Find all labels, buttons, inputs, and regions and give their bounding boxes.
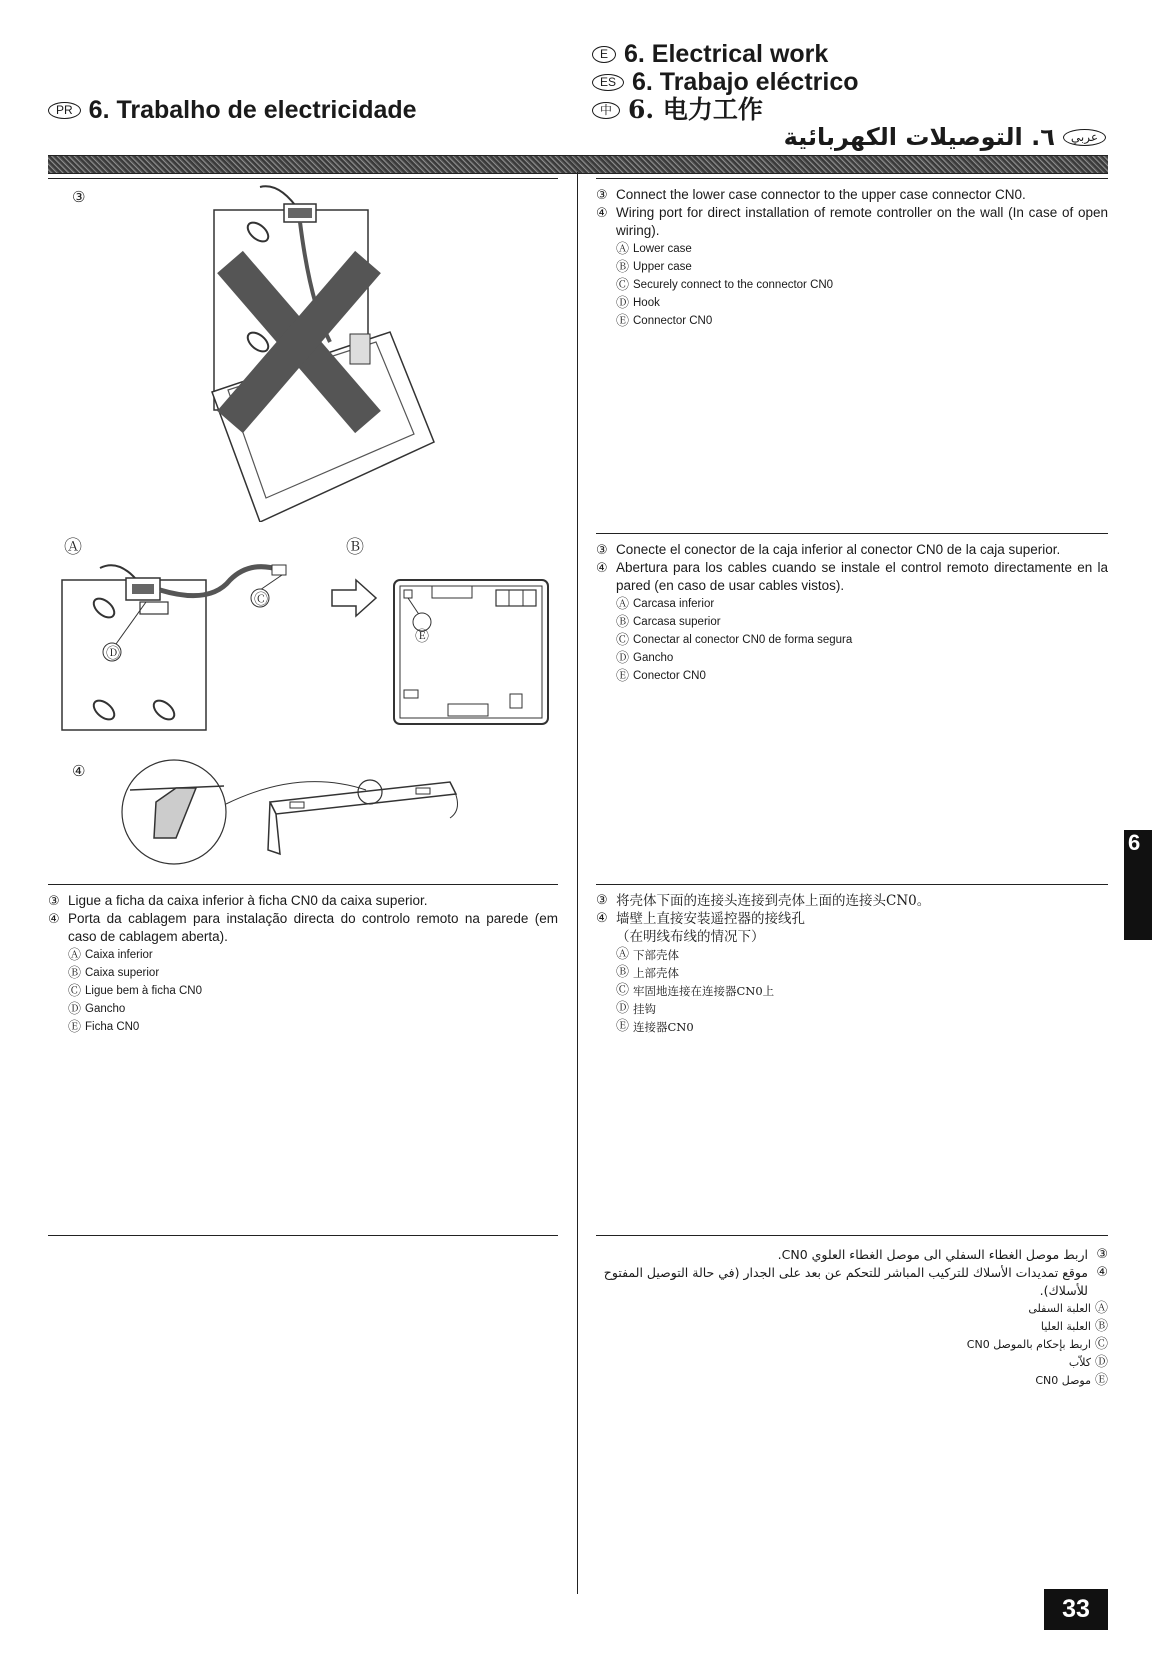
callout-c: Ⓒ xyxy=(254,591,268,607)
heading-es xyxy=(592,68,859,96)
item-marker: Ⓓ xyxy=(1094,1355,1108,1370)
en-step3: Connect the lower case connector to the upper case connector CN0. xyxy=(616,187,1026,202)
heading-zh xyxy=(592,96,763,124)
item-marker: Ⓓ xyxy=(616,650,630,665)
item-marker: Ⓔ xyxy=(616,313,630,328)
heading-ar-text: ٦. التوصيلات الكهربائية xyxy=(783,123,1055,151)
zh-step4-num: ④ xyxy=(596,911,608,926)
rule-left-bottom xyxy=(48,1235,558,1236)
item-marker: Ⓐ xyxy=(616,947,630,962)
english-text-block xyxy=(596,186,1108,330)
item-marker: Ⓑ xyxy=(616,259,630,274)
list-item xyxy=(616,613,1108,631)
item-text: العلبة السفلى xyxy=(1028,1302,1091,1315)
item-text: 下部壳体 xyxy=(633,948,679,962)
item-marker: Ⓑ xyxy=(1094,1319,1108,1334)
item-marker: Ⓒ xyxy=(1094,1337,1108,1352)
rule-right-zh xyxy=(596,884,1108,885)
item-marker: Ⓐ xyxy=(616,241,630,256)
list-item xyxy=(68,982,558,1000)
item-marker: Ⓓ xyxy=(616,1001,630,1016)
en-step3-num: ③ xyxy=(596,187,608,202)
list-item xyxy=(616,294,1108,312)
item-text: اربط بإحكام بالموصل CN0 xyxy=(966,1338,1091,1351)
ar-step3: اربط موصل الغطاء السفلي الى موصل الغطاء العلوي CN0. xyxy=(777,1247,1088,1262)
rule-right-ar xyxy=(596,1235,1108,1236)
rule-right-es xyxy=(596,533,1108,534)
ar-step4: موقع تمديدات الأسلاك للتركيب المباشر للتحكم عن بعد على الجدار (في حالة التوصيل المفتوح للأسلاك). xyxy=(603,1265,1088,1298)
heading-es-text: 6. Trabajo eléctrico xyxy=(632,68,859,96)
lang-badge-ar: عربي xyxy=(1063,129,1106,146)
item-text: Conector CN0 xyxy=(633,670,706,682)
es-step4: Abertura para los cables cuando se instale el control remoto directamente en la pared (en caso de usar cables vistos). xyxy=(616,560,1108,593)
figure-a-label: Ⓐ xyxy=(64,537,82,557)
item-text: Conectar al conector CN0 de forma segura xyxy=(633,634,853,646)
item-text: Ficha CN0 xyxy=(85,1021,140,1033)
rule-left-top xyxy=(48,178,558,179)
list-item xyxy=(616,240,1108,258)
item-marker: Ⓒ xyxy=(68,983,82,998)
lang-badge-zh: 中 xyxy=(592,102,620,119)
list-item xyxy=(616,649,1108,667)
item-text: 连接器CN0 xyxy=(633,1020,694,1034)
arrow-icon xyxy=(330,578,378,618)
item-marker: Ⓔ xyxy=(616,1019,630,1034)
item-text: Carcasa superior xyxy=(633,616,721,628)
callout-d: Ⓓ xyxy=(106,645,120,661)
rule-left-pt xyxy=(48,884,558,885)
item-marker: Ⓐ xyxy=(616,596,630,611)
item-marker: Ⓒ xyxy=(616,277,630,292)
item-marker: Ⓑ xyxy=(616,965,630,980)
pt-step4: Porta da cablagem para instalação directa do controlo remoto na parede (em caso de cablagem aberta). xyxy=(68,911,558,944)
item-text: كلاّب xyxy=(1068,1356,1091,1369)
list-item xyxy=(596,1336,1108,1354)
figure-4-label: ④ xyxy=(72,763,86,780)
ar-step3-num: ③ xyxy=(1096,1247,1108,1262)
item-text: Ligue bem à ficha CN0 xyxy=(85,985,202,997)
list-item xyxy=(616,631,1108,649)
figure-b-illustration xyxy=(392,578,552,728)
item-marker: Ⓒ xyxy=(616,983,630,998)
figure-4-illustration xyxy=(120,758,500,868)
section-banner xyxy=(48,155,1108,174)
chapter-tab xyxy=(1124,830,1152,940)
list-item xyxy=(596,1300,1108,1318)
item-marker: Ⓐ xyxy=(68,947,82,962)
pt-item-list xyxy=(48,946,558,1036)
es-step3-num: ③ xyxy=(596,542,608,557)
portuguese-text-block xyxy=(48,892,558,1036)
zh-step4b: （在明线布线的情况下） xyxy=(616,929,765,945)
figure-3-label: ③ xyxy=(72,189,86,206)
list-item xyxy=(616,276,1108,294)
pt-step3-num: ③ xyxy=(48,893,60,908)
lang-badge-es: ES xyxy=(592,74,624,91)
item-marker: Ⓓ xyxy=(68,1001,82,1016)
zh-step3-num: ③ xyxy=(596,893,608,908)
item-marker: Ⓔ xyxy=(68,1019,82,1034)
en-item-list xyxy=(596,240,1108,330)
item-text: Securely connect to the connector CN0 xyxy=(633,279,834,291)
chinese-text-block xyxy=(596,892,1108,1036)
list-item xyxy=(596,1372,1108,1390)
item-text: Lower case xyxy=(633,243,692,255)
heading-zh-text: 6. 电力工作 xyxy=(628,95,763,124)
list-item xyxy=(596,1354,1108,1372)
ar-step4-num: ④ xyxy=(1096,1265,1108,1280)
list-item xyxy=(616,1000,1108,1018)
pt-step3: Ligue a ficha da caixa inferior à ficha CN0 da caixa superior. xyxy=(68,893,428,908)
en-step4: Wiring port for direct installation of remote controller on the wall (In case of open wiring). xyxy=(616,205,1108,238)
es-step3: Conecte el conector de la caja inferior al conector CN0 de la caja superior. xyxy=(616,542,1061,557)
item-text: Connector CN0 xyxy=(633,315,713,327)
es-item-list xyxy=(596,595,1108,685)
heading-en-text: 6. Electrical work xyxy=(624,40,829,68)
item-marker: Ⓔ xyxy=(1094,1373,1108,1388)
item-marker: Ⓑ xyxy=(68,965,82,980)
item-text: Upper case xyxy=(633,261,692,273)
column-divider xyxy=(577,172,578,1594)
item-text: Gancho xyxy=(85,1003,126,1015)
list-item xyxy=(616,1018,1108,1036)
pt-step4-num: ④ xyxy=(48,911,60,926)
figure-b-label: Ⓑ xyxy=(346,537,364,557)
heading-pt-text: 6. Trabalho de electricidade xyxy=(88,96,417,124)
item-text: 上部壳体 xyxy=(633,966,679,980)
heading-ar xyxy=(784,123,1106,151)
heading-pt xyxy=(48,96,417,124)
list-item xyxy=(616,258,1108,276)
es-step4-num: ④ xyxy=(596,560,608,575)
heading-en xyxy=(592,40,828,68)
list-item xyxy=(616,312,1108,330)
arabic-text-block xyxy=(596,1246,1108,1390)
list-item xyxy=(616,982,1108,1000)
item-marker: Ⓓ xyxy=(616,295,630,310)
item-text: موصل CN0 xyxy=(1035,1374,1091,1387)
item-text: 牢固地连接在连接器CN0上 xyxy=(633,984,775,998)
item-marker: Ⓑ xyxy=(616,614,630,629)
en-step4-num: ④ xyxy=(596,205,608,220)
callout-e: Ⓔ xyxy=(415,628,429,644)
list-item xyxy=(616,595,1108,613)
list-item xyxy=(68,1018,558,1036)
page-number: 33 xyxy=(1044,1589,1108,1630)
item-marker: Ⓔ xyxy=(616,668,630,683)
list-item xyxy=(596,1318,1108,1336)
figure-3-illustration xyxy=(200,182,440,522)
list-item xyxy=(68,964,558,982)
list-item xyxy=(616,946,1108,964)
list-item xyxy=(68,1000,558,1018)
zh-item-list xyxy=(596,946,1108,1036)
lang-badge-pt: PR xyxy=(48,102,81,119)
item-text: Caixa inferior xyxy=(85,949,153,961)
item-text: العلبة العليا xyxy=(1040,1320,1091,1333)
rule-right-top xyxy=(596,178,1108,179)
item-marker: Ⓐ xyxy=(1094,1301,1108,1316)
chapter-tab-number: 6 xyxy=(1128,830,1141,855)
zh-step3: 将壳体下面的连接头连接到壳体上面的连接头CN0。 xyxy=(616,893,931,909)
item-text: Carcasa inferior xyxy=(633,598,715,610)
item-text: Hook xyxy=(633,297,660,309)
spanish-text-block xyxy=(596,541,1108,685)
list-item xyxy=(616,667,1108,685)
ar-item-list xyxy=(596,1300,1108,1390)
figure-a-illustration xyxy=(60,560,290,735)
item-text: Caixa superior xyxy=(85,967,160,979)
zh-step4: 墙壁上直接安装遥控器的接线孔 xyxy=(616,911,805,927)
item-text: 挂钩 xyxy=(633,1002,656,1016)
item-marker: Ⓒ xyxy=(616,632,630,647)
list-item xyxy=(68,946,558,964)
list-item xyxy=(616,964,1108,982)
lang-badge-en: E xyxy=(592,46,616,63)
item-text: Gancho xyxy=(633,652,674,664)
